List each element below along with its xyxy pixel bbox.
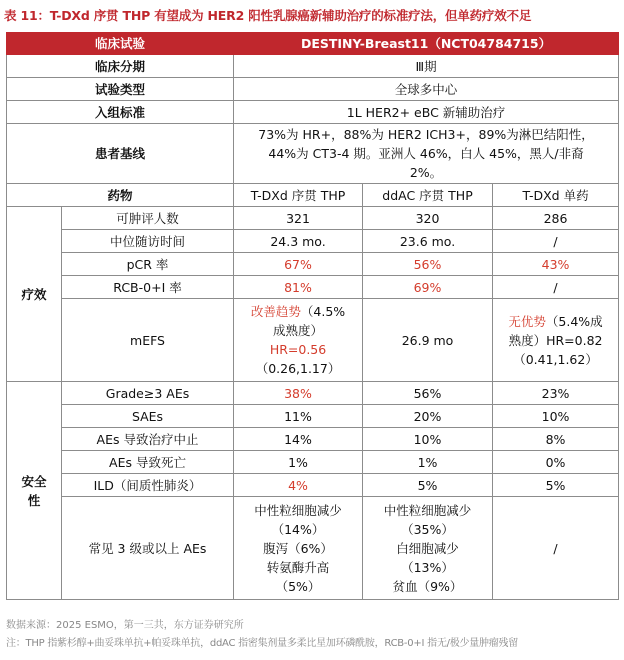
ae-line: 贫血（9%） xyxy=(392,578,463,594)
ae-line: 腹泻（6%） xyxy=(263,540,333,556)
cell-a: 38% xyxy=(234,382,363,405)
baseline-value xyxy=(234,124,619,184)
row-label: AEs 导致死亡 xyxy=(62,451,234,474)
info-value: 全球多中心 xyxy=(234,78,619,101)
mefs-trend-label: 无优势 xyxy=(508,313,546,329)
baseline-line: 44%为 CT3-4 期。亚洲人 46%，白人 45%，黑人/非裔 xyxy=(268,146,584,161)
info-label: 入组标准 xyxy=(7,101,234,124)
cell-b: 5% xyxy=(363,474,493,497)
ae-line: 中性粒细胞减少 xyxy=(383,502,472,518)
info-row-criteria xyxy=(7,101,619,124)
safety-row xyxy=(7,405,619,428)
mefs-ci: （0.41,1.62） xyxy=(513,351,598,367)
cell-c: 5% xyxy=(493,474,619,497)
header-trial-label: 临床试验 xyxy=(7,33,234,55)
table-title: 表 11：T-DXd 序贯 THP 有望成为 HER2 阳性乳腺癌新辅助治疗的标准疗法，但单药疗效不足 xyxy=(4,8,532,23)
efficacy-row xyxy=(7,276,619,299)
safety-group-line: 安全 xyxy=(21,473,47,489)
mefs-line xyxy=(237,302,359,321)
info-value: Ⅲ期 xyxy=(234,55,619,78)
cell-a: 4% xyxy=(234,474,363,497)
cell-b: 320 xyxy=(363,207,493,230)
info-row-type xyxy=(7,78,619,101)
baseline-label: 患者基线 xyxy=(7,124,234,184)
cell-a: 1% xyxy=(234,451,363,474)
safety-row xyxy=(7,382,619,405)
cell-c: / xyxy=(493,230,619,253)
info-label: 试验类型 xyxy=(7,78,234,101)
cell-c: 0% xyxy=(493,451,619,474)
row-label: Grade≥3 AEs xyxy=(62,382,234,405)
ae-line: 白细胞减少 xyxy=(396,540,459,556)
cell-a: 14% xyxy=(234,428,363,451)
cell-b: 20% xyxy=(363,405,493,428)
mefs-ci: （0.26,1.17） xyxy=(255,361,341,376)
cell-b: 69% xyxy=(363,276,493,299)
trial-table xyxy=(6,32,619,600)
header-trial-name: DESTINY-Breast11（NCT04784715） xyxy=(234,33,619,55)
drug-arm-a: T-DXd 序贯 THP xyxy=(234,184,363,207)
drug-arm-b: ddAC 序贯 THP xyxy=(363,184,493,207)
cell-c xyxy=(493,299,619,382)
row-label: 常见 3 级或以上 AEs xyxy=(62,497,234,600)
ae-line: （13%） xyxy=(401,559,454,575)
cell-c: 43% xyxy=(493,253,619,276)
drug-row xyxy=(7,184,619,207)
ae-line: （5%） xyxy=(275,578,321,594)
cell-c: / xyxy=(493,497,619,600)
mefs-maturity: （4.5% xyxy=(300,304,346,319)
ae-line: 中性粒细胞减少 xyxy=(254,502,342,518)
ae-line: （14%） xyxy=(271,521,325,537)
row-label: pCR 率 xyxy=(62,253,234,276)
row-label: 中位随访时间 xyxy=(62,230,234,253)
row-label: SAEs xyxy=(62,405,234,428)
safety-row xyxy=(7,451,619,474)
ae-line: （35%） xyxy=(401,521,454,537)
mefs-hr: HR=0.56 xyxy=(269,342,327,357)
efficacy-row xyxy=(7,253,619,276)
safety-row xyxy=(7,474,619,497)
source-note: 数据来源：2025 ESMO，第一三共，东方证券研究所 xyxy=(6,620,244,631)
baseline-line: 73%为 HR+，88%为 HER2 ICH3+，89%为淋巴结阳性， xyxy=(258,127,594,142)
drug-label: 药物 xyxy=(7,184,234,207)
mefs-row xyxy=(7,299,619,382)
header-row xyxy=(7,33,619,55)
mefs-line: 成熟度） xyxy=(273,323,324,338)
cell-b: 1% xyxy=(363,451,493,474)
cell-c: 286 xyxy=(493,207,619,230)
row-label: ILD（间质性肺炎） xyxy=(62,474,234,497)
mefs-line xyxy=(496,312,615,331)
cell-b: 10% xyxy=(363,428,493,451)
cell-a: 24.3 mo. xyxy=(234,230,363,253)
row-label: 可肿评人数 xyxy=(62,207,234,230)
efficacy-row xyxy=(7,230,619,253)
cell-c: / xyxy=(493,276,619,299)
cell-a xyxy=(234,299,363,382)
cell-c: 10% xyxy=(493,405,619,428)
cell-a: 321 xyxy=(234,207,363,230)
safety-group-label xyxy=(7,382,62,600)
cell-a: 67% xyxy=(234,253,363,276)
ae-line: 转氨酶升高 xyxy=(266,559,330,575)
row-label: RCB-0+I 率 xyxy=(62,276,234,299)
drug-arm-c: T-DXd 单药 xyxy=(493,184,619,207)
common-ae-row xyxy=(7,497,619,600)
safety-row xyxy=(7,428,619,451)
cell-b: 26.9 mo xyxy=(363,299,493,382)
baseline-line: 2%。 xyxy=(409,165,443,180)
row-label: AEs 导致治疗中止 xyxy=(62,428,234,451)
row-label: mEFS xyxy=(62,299,234,382)
efficacy-row xyxy=(7,207,619,230)
cell-b: 56% xyxy=(363,253,493,276)
info-row-stage xyxy=(7,55,619,78)
cell-a: 11% xyxy=(234,405,363,428)
cell-c: 23% xyxy=(493,382,619,405)
safety-group-line: 性 xyxy=(27,492,41,508)
cell-c: 8% xyxy=(493,428,619,451)
footnote: 注：THP 指紫杉醇+曲妥珠单抗+帕妥珠单抗，ddAC 指密集剂量多柔比星加环磷酰胺，RCB-0+I 指无/极少量肿瘤残留 xyxy=(6,638,519,649)
cell-b xyxy=(363,497,493,600)
cell-a: 81% xyxy=(234,276,363,299)
mefs-line: 熟度）HR=0.82 xyxy=(508,332,603,348)
mefs-trend-label: 改善趋势 xyxy=(250,304,301,319)
info-value: 1L HER2+ eBC 新辅助治疗 xyxy=(234,101,619,124)
cell-b: 23.6 mo. xyxy=(363,230,493,253)
info-label: 临床分期 xyxy=(7,55,234,78)
cell-b: 56% xyxy=(363,382,493,405)
mefs-maturity: （5.4%成 xyxy=(545,313,603,329)
cell-a xyxy=(234,497,363,600)
baseline-row xyxy=(7,124,619,184)
efficacy-group-label: 疗效 xyxy=(7,207,62,382)
